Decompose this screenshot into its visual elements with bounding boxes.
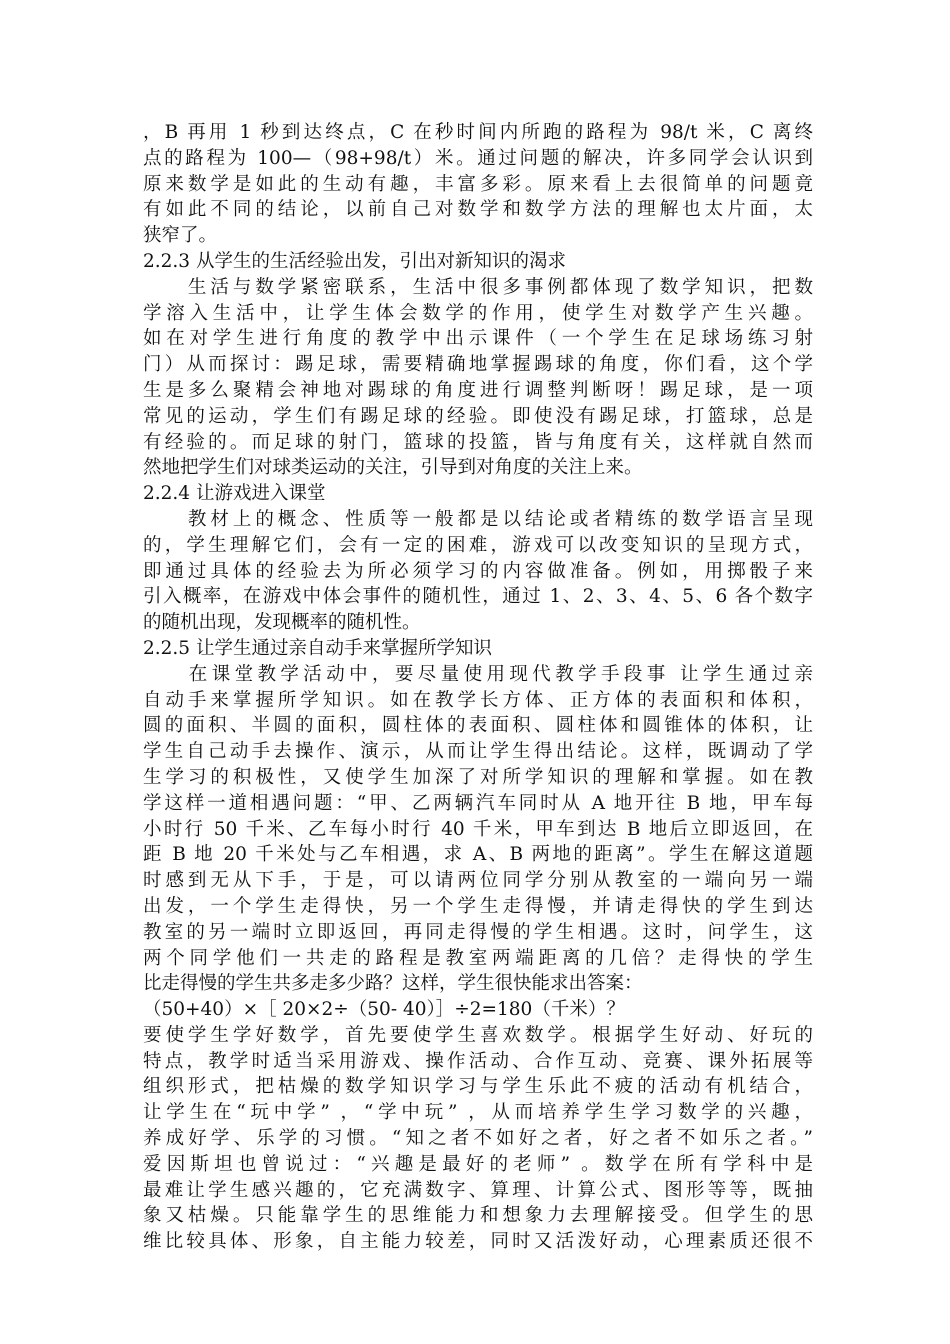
document-page (143, 120, 813, 1255)
paragraph-line: 出发，一个学生走得快，另一个学生走得慢，并请走得快的学生到达 (143, 895, 813, 917)
section-heading: 2.2.3 从学生的生活经验出发，引出对新知识的渴求 (143, 250, 566, 272)
paragraph-line: 让学生在“玩中学” ，“学中玩” ，从而培养学生学习数学的兴趣， (143, 1102, 813, 1124)
paragraph-line: 养成好学、乐学的习惯。“知之者不如好之者，好之者不如乐之者。” (143, 1128, 813, 1150)
paragraph-line: 然地把学生们对球类运动的关注，引导到对角度的关注上来。 (143, 457, 643, 479)
paragraph-line: 圆的面积、半圆的面积，圆柱体的表面积、圆柱体和圆锥体的体积，让 (143, 715, 813, 737)
paragraph-line: 有经验的。而足球的射门，篮球的投篮，皆与角度有关，这样就自然而 (143, 431, 813, 453)
paragraph-line: 教材上的概念、性质等一般都是以结论或者精练的数学语言呈现 (143, 508, 813, 530)
paragraph-line: 学溶入生活中，让学生体会数学的作用，使学生对数学产生兴趣。 (143, 302, 813, 324)
paragraph-line: 最难让学生感兴趣的，它充满数字、算理、计算公式、图形等等，既抽 (143, 1179, 813, 1201)
paragraph-line: 门）从而探讨：踢足球，需要精确地掌握踢球的角度，你们看，这个学 (143, 354, 813, 376)
paragraph-line: 的，学生理解它们，会有一定的困难，游戏可以改变知识的呈现方式， (143, 534, 813, 556)
paragraph-line: 象又枯燥。只能靠学生的思维能力和想象力去理解接受。但学生的思 (143, 1205, 813, 1227)
paragraph-line: 点的路程为 100—（98+98/t）米。通过问题的解决，许多同学会认识到 (143, 147, 813, 169)
paragraph-line: 距 B 地 20 千米处与乙车相遇，求 A、B 两地的距离”。学生在解这道题 (143, 844, 813, 866)
paragraph-line: 生是多么聚精会神地对踢球的角度进行调整判断呀！踢足球，是一项 (143, 379, 813, 401)
paragraph-line: 时感到无从下手，于是，可以请两位同学分别从教室的一端向另一端 (143, 870, 813, 892)
paragraph-line: 的随机出现，发现概率的随机性。 (143, 612, 421, 634)
paragraph-line: 如在对学生进行角度的教学中出示课件（一个学生在足球场练习射 (143, 328, 813, 350)
paragraph-line: 原来数学是如此的生动有趣，丰富多彩。原来看上去很简单的问题竟 (143, 173, 813, 195)
section-heading: 2.2.4 让游戏进入课堂 (143, 483, 326, 505)
paragraph-line: 比走得慢的学生共多走多少路？这样，学生很快能求出答案： (143, 973, 643, 995)
paragraph-line: 特点，教学时适当采用游戏、操作活动、合作互动、竞赛、课外拓展等 (143, 1050, 813, 1072)
paragraph-line: 有如此不同的结论，以前自己对数学和数学方法的理解也太片面，太 (143, 199, 813, 221)
paragraph-line: 即通过具体的经验去为所必须学习的内容做准备。例如，用掷骰子来 (143, 560, 813, 582)
paragraph-line: 生活与数学紧密联系，生活中很多事例都体现了数学知识，把数 (143, 276, 813, 298)
paragraph-line: 小时行 50 千米、乙车每小时行 40 千米，甲车到达 B 地后立即返回，在 (143, 818, 813, 840)
paragraph-line: 爱因斯坦也曾说过：“兴趣是最好的老师” 。数学在所有学科中是 (143, 1153, 813, 1175)
paragraph-line: ，B 再用 1 秒到达终点，C 在秒时间内所跑的路程为 98/t 米，C 离终 (143, 122, 813, 143)
paragraph-line: 自动手来掌握所学知识。如在教学长方体、正方体的表面积和体积， (143, 689, 813, 711)
paragraph-line: 狭窄了。 (143, 225, 218, 247)
paragraph-line: 生学习的积极性，又使学生加深了对所学知识的理解和掌握。如在教 (143, 766, 813, 788)
paragraph-line: （50+40）×［ 20×2÷（50- 40）］÷2=180（千米）？ (143, 999, 625, 1021)
paragraph-line: 引入概率，在游戏中体会事件的随机性，通过 1、2、3、4、5、6 各个数字 (143, 586, 813, 608)
paragraph-line: 两个同学他们一共走的路程是教室两端距离的几倍？走得快的学生 (143, 947, 813, 969)
paragraph-line: 在课堂教学活动中，要尽量使用现代教学手段事 让学生通过亲 (143, 663, 813, 685)
paragraph-line: 组织形式，把枯燥的数学知识学习与学生乐此不疲的活动有机结合， (143, 1076, 813, 1098)
paragraph-line: 教室的另一端时立即返回，再同走得慢的学生相遇。这时，问学生，这 (143, 921, 813, 943)
paragraph-line: 学生自己动手去操作、演示，从而让学生得出结论。这样，既调动了学 (143, 741, 813, 763)
paragraph-line: 学这样一道相遇问题：“甲、乙两辆汽车同时从 A 地开往 B 地，甲车每 (143, 792, 813, 814)
paragraph-line: 常见的运动，学生们有踢足球的经验。即使没有踢足球，打篮球，总是 (143, 405, 813, 427)
section-heading: 2.2.5 让学生通过亲自动手来掌握所学知识 (143, 637, 492, 659)
paragraph-line: 要使学生学好数学，首先要使学生喜欢数学。根据学生好动、好玩的 (143, 1024, 813, 1046)
paragraph-line: 维比较具体、形象，自主能力较差，同时又活泼好动，心理素质还很不 (143, 1231, 813, 1253)
